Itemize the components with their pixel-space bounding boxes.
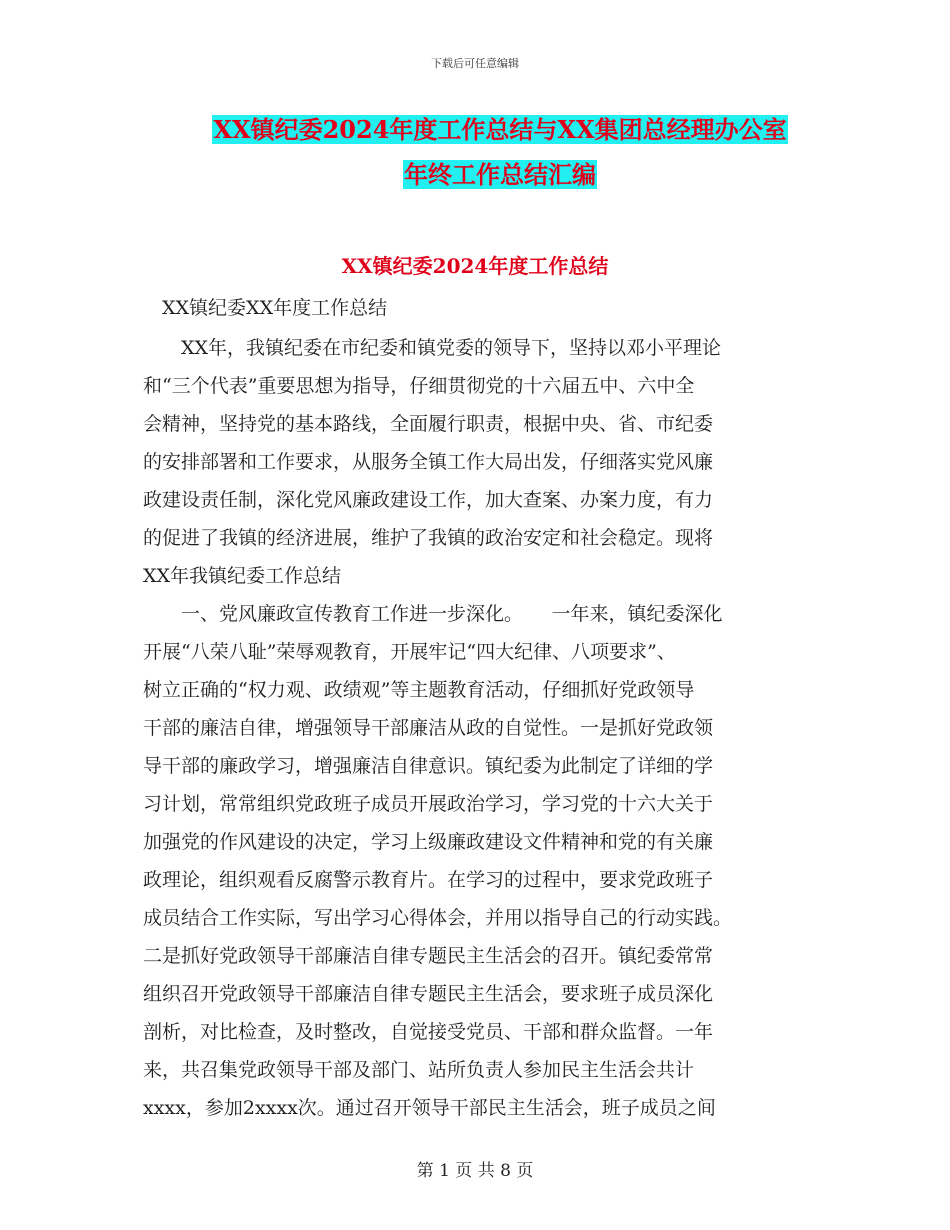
document-title-line-2-text: 年终工作总结汇编 [404,160,596,189]
body-line: 开展“八荣八耻”荣辱观教育，开展牢记“四大纪律、八项要求”、 [143,641,676,663]
section-title: XX镇纪委2024年度工作总结 [341,254,609,278]
body-line: 的安排部署和工作要求，从服务全镇工作大局出发，仔细落实党风廉 [143,451,714,473]
body-line: 树立正确的“权力观、政绩观”等主题教育活动，仔细抓好党政领导 [143,679,695,701]
body-line: 来，共召集党政领导干部及部门、站所负责人参加民主生活会共计 [143,1059,695,1081]
header-note: 下载后可任意编辑 [431,57,519,70]
body-line: 加强党的作风建设的决定，学习上级廉政建设文件精神和党的有关廉 [143,831,714,853]
body-line: 剖析，对比检查，及时整改，自觉接受党员、干部和群众监督。一年 [143,1021,714,1043]
document-title-line-1-text: XX镇纪委2024年度工作总结与XX集团总经理办公室 [213,115,787,144]
body-line: 会精神，坚持党的基本路线，全面履行职责，根据中央、省、市纪委 [143,413,714,435]
document-title-line-1 [120,116,880,144]
body-line: XX年，我镇纪委在市纪委和镇党委的领导下，坚持以邓小平理论 [143,337,722,359]
body-line: 习计划，常常组织党政班子成员开展政治学习，学习党的十六大关于 [143,793,714,815]
page-footer: 第 1 页 共 8 页 [416,1161,534,1181]
document-title-line-2 [120,161,880,189]
body-line: 导干部的廉政学习，增强廉洁自律意识。镇纪委为此制定了详细的学 [143,755,714,777]
body-line: 成员结合工作实际，写出学习心得体会，并用以指导自己的行动实践。 [143,907,733,929]
body-line: 的促进了我镇的经济进展，维护了我镇的政治安定和社会稳定。现将 [143,527,714,549]
body-line: 政建设责任制，深化党风廉政建设工作，加大查案、办案力度，有力 [143,489,714,511]
body-line: XX年我镇纪委工作总结 [143,565,342,587]
body-line: 一、党风廉政宣传教育工作进一步深化。 一年来，镇纪委深化 [143,603,723,625]
body-line: 二是抓好党政领导干部廉洁自律专题民主生活会的召开。镇纪委常常 [143,945,714,967]
body-line: xxxx，参加2xxxx次。通过召开领导干部民主生活会，班子成员之间 [143,1097,716,1119]
body-line: 干部的廉洁自律，增强领导干部廉洁从政的自觉性。一是抓好党政领 [143,717,714,739]
body-line: XX镇纪委XX年度工作总结 [143,297,388,319]
body-line: 组织召开党政领导干部廉洁自律专题民主生活会，要求班子成员深化 [143,983,714,1005]
body-line: 和“三个代表”重要思想为指导，仔细贯彻党的十六届五中、六中全 [143,375,695,397]
body-line: 政理论，组织观看反腐警示教育片。在学习的过程中，要求党政班子 [143,869,714,891]
